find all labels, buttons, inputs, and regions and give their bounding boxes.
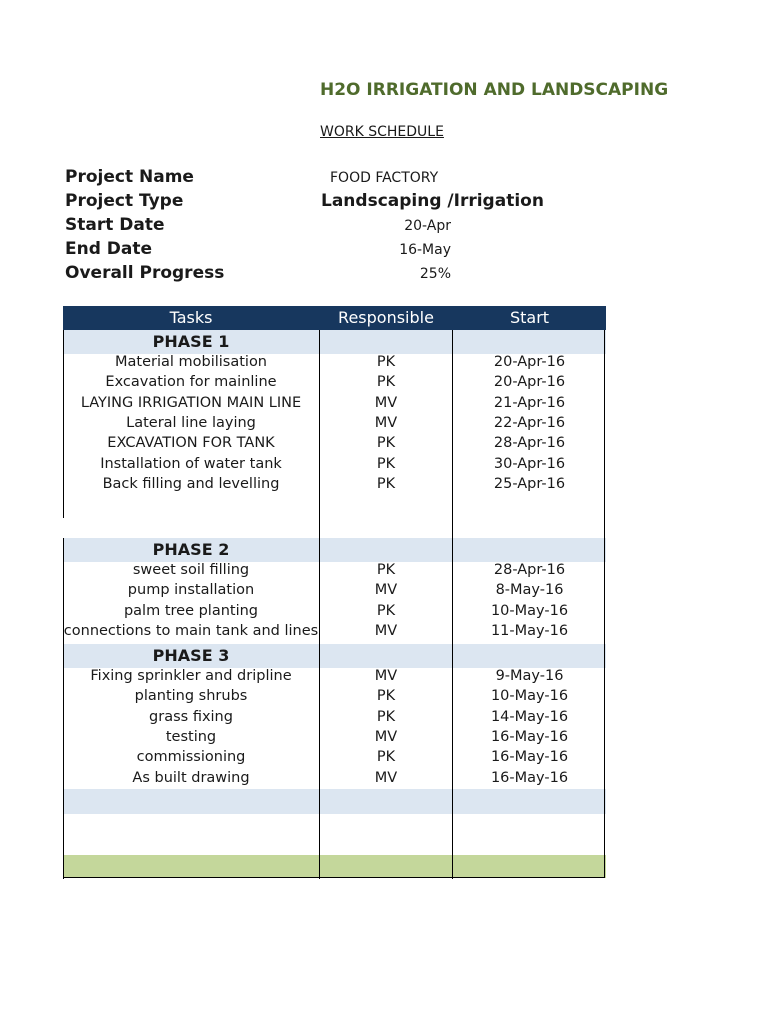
task-name: Installation of water tank xyxy=(100,455,282,472)
task-start-date: 9-May-16 xyxy=(495,668,564,684)
task-name: Material mobilisation xyxy=(114,354,268,370)
task-responsible: PK xyxy=(376,602,396,619)
task-start-date: 11-May-16 xyxy=(490,622,569,639)
overall-progress-label: Overall Progress xyxy=(65,263,225,283)
task-responsible: PK xyxy=(376,562,396,578)
task-name: Back filling and levelling xyxy=(102,475,280,492)
task-name: palm tree planting xyxy=(123,602,259,619)
task-start-date: 16-May-16 xyxy=(490,749,569,766)
task-start-date: 16-May-16 xyxy=(490,769,569,786)
task-start-date: 25-Apr-16 xyxy=(493,475,566,492)
task-start-date: 28-Apr-16 xyxy=(493,435,566,452)
column-header-start: Start xyxy=(509,308,550,327)
work-schedule-table xyxy=(63,306,606,879)
project-type-value: Landscaping /Irrigation xyxy=(321,191,544,211)
table-header xyxy=(63,306,606,330)
end-date-label: End Date xyxy=(65,239,153,259)
task-responsible: MV xyxy=(374,728,398,745)
task-name: planting shrubs xyxy=(134,688,248,705)
task-responsible: PK xyxy=(376,455,396,472)
task-name: grass fixing xyxy=(149,708,233,725)
task-start-date: 16-May-16 xyxy=(490,728,569,745)
phase-2-title: PHASE 2 xyxy=(152,540,230,559)
task-start-date: 14-May-16 xyxy=(490,708,569,725)
task-name: testing xyxy=(165,728,217,745)
end-date-value: 16-May xyxy=(399,242,451,258)
task-responsible: PK xyxy=(376,708,396,725)
task-start-date: 21-Apr-16 xyxy=(493,394,566,411)
task-start-date: 10-May-16 xyxy=(490,688,569,705)
task-name: connections to main tank and lines xyxy=(63,622,319,639)
phase-3-title: PHASE 3 xyxy=(152,646,230,665)
overall-progress-value: 25% xyxy=(419,266,451,282)
task-name: EXCAVATION FOR TANK xyxy=(107,435,275,452)
start-date-value: 20-Apr xyxy=(404,218,451,234)
task-name: commissioning xyxy=(136,749,246,766)
project-type-label: Project Type xyxy=(65,191,184,211)
task-start-date: 8-May-16 xyxy=(495,582,564,599)
company-title: H2O IRRIGATION AND LANDSCAPING xyxy=(320,80,669,100)
phase-1-title: PHASE 1 xyxy=(152,332,230,351)
task-name: As built drawing xyxy=(132,769,250,786)
task-name: LAYING IRRIGATION MAIN LINE xyxy=(80,394,302,411)
task-start-date: 20-Apr-16 xyxy=(493,354,566,370)
task-name: Excavation for mainline xyxy=(105,374,277,391)
task-responsible: PK xyxy=(376,435,396,452)
task-name: sweet soil filling xyxy=(132,562,250,578)
task-responsible: MV xyxy=(374,622,398,639)
project-name-value: FOOD FACTORY xyxy=(330,170,439,186)
task-responsible: PK xyxy=(376,688,396,705)
task-responsible: MV xyxy=(374,769,398,786)
task-name: Lateral line laying xyxy=(126,414,256,431)
task-responsible: PK xyxy=(376,749,396,766)
task-responsible: PK xyxy=(376,374,396,391)
task-name: pump installation xyxy=(127,582,255,599)
schedule-title: WORK SCHEDULE xyxy=(320,124,444,140)
task-responsible: MV xyxy=(374,414,398,431)
task-start-date: 28-Apr-16 xyxy=(493,562,566,578)
task-responsible: MV xyxy=(374,668,398,684)
task-name: Fixing sprinkler and dripline xyxy=(90,668,292,684)
project-name-label: Project Name xyxy=(65,167,194,187)
task-responsible: PK xyxy=(376,475,396,492)
column-header-responsible: Responsible xyxy=(338,308,434,327)
task-start-date: 10-May-16 xyxy=(490,602,569,619)
task-responsible: MV xyxy=(374,394,398,411)
column-header-tasks: Tasks xyxy=(169,308,213,327)
task-responsible: PK xyxy=(376,354,396,370)
task-responsible: MV xyxy=(374,582,398,599)
task-start-date: 22-Apr-16 xyxy=(493,414,566,431)
start-date-label: Start Date xyxy=(65,215,165,235)
task-start-date: 30-Apr-16 xyxy=(493,455,566,472)
task-start-date: 20-Apr-16 xyxy=(493,374,566,391)
